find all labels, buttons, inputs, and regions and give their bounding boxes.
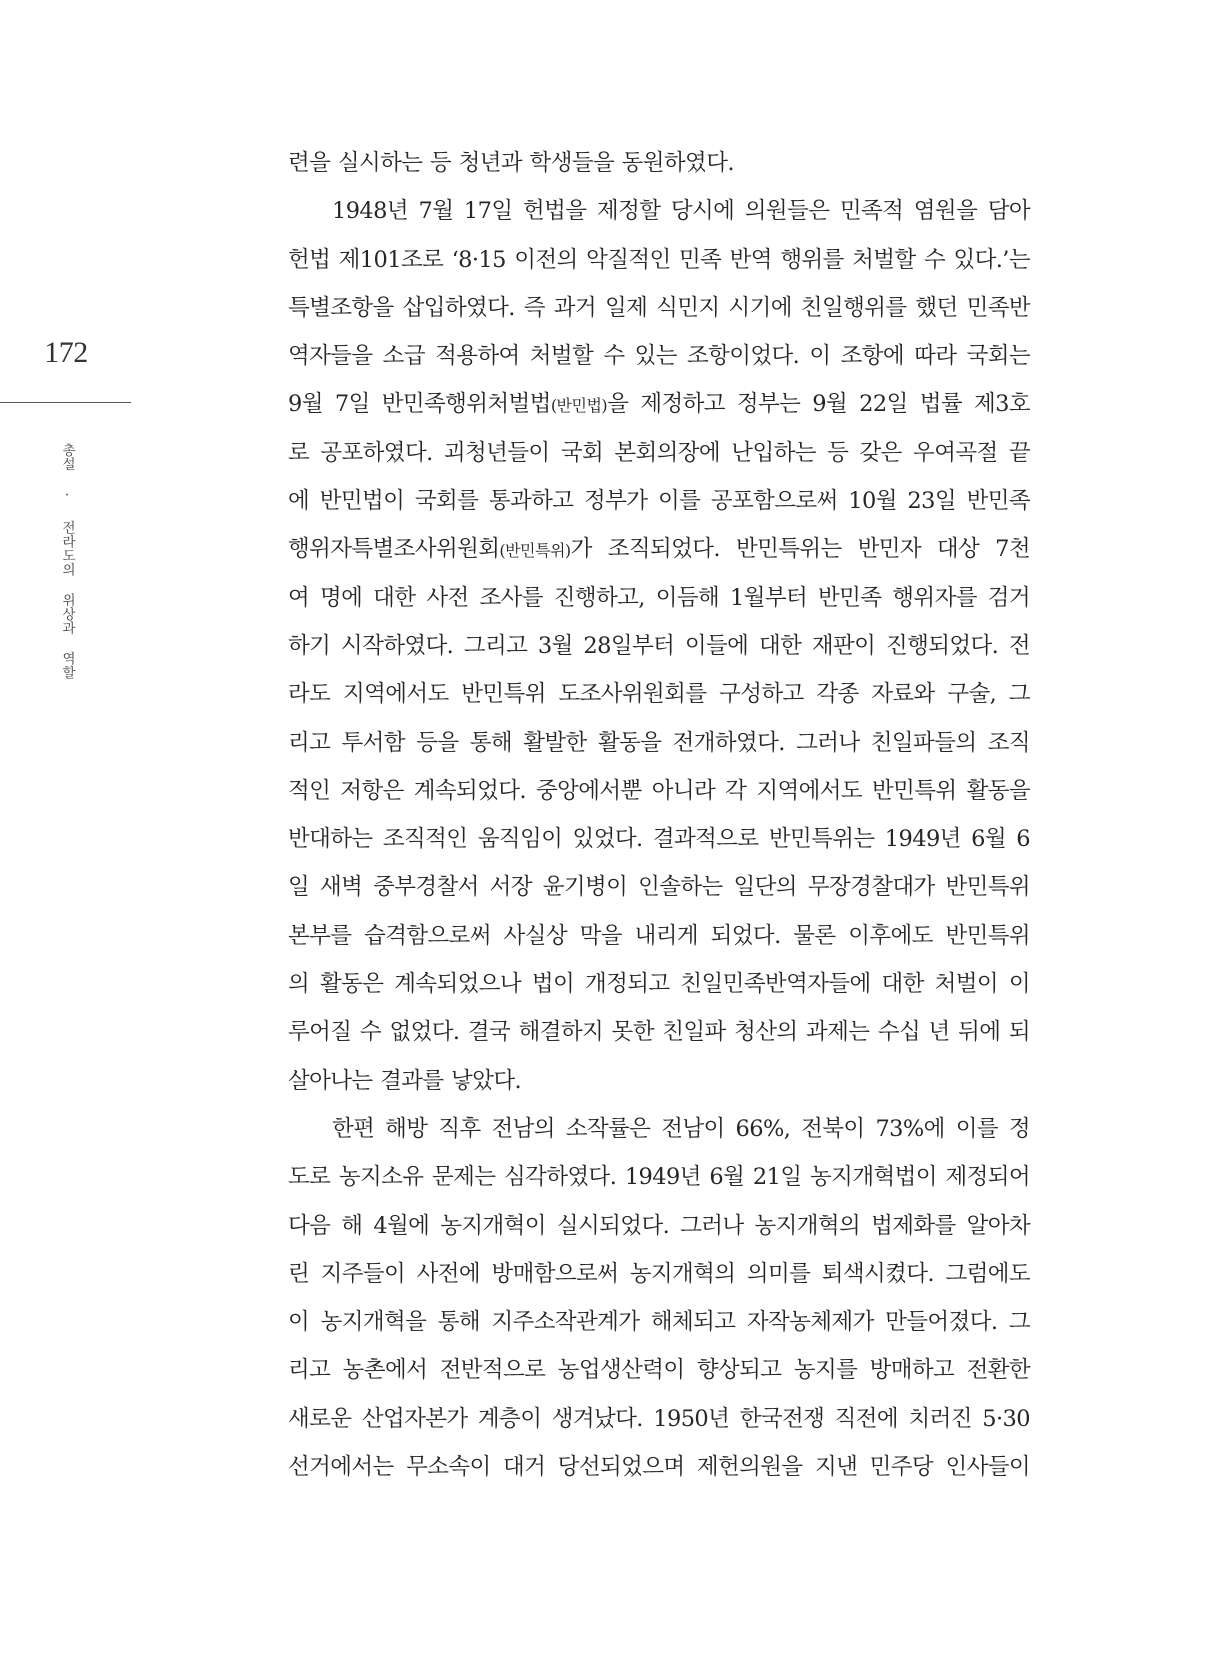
text-line: 1948년 7월 17일 헌법을 제정할 당시에 의원들은 민족적 염원을 담아 [332,198,1030,225]
text-line: 에 반민법이 국회를 통과하고 정부가 이를 공포함으로써 10월 23일 반민족 [288,488,1030,515]
text-line: 다음 해 4월에 농지개혁이 실시되었다. 그러나 농지개혁의 법제화를 알아차 [288,1212,1030,1239]
abbreviation-note: (반민특위) [499,541,571,561]
text-line: 역자들을 소급 적용하여 처벌할 수 있는 조항이었다. 이 조항에 따라 국회는 [288,343,1030,370]
text-line: 특별조항을 삽입하였다. 즉 과거 일제 식민지 시기에 친일행위를 했던 민족반 [288,294,1030,321]
abbreviation-note: (반민법) [550,396,608,416]
text-line: 선거에서는 무소속이 대거 당선되었으며 제헌의원을 지낸 민주당 인사들이 [288,1454,1030,1481]
body-text [288,139,1030,1491]
text-line [288,380,1030,428]
text-segment: 9월 7일 반민족행위처벌법 [288,391,551,418]
text-line: 여 명에 대한 사전 조사를 진행하고, 이듬해 1월부터 반민족 행위자를 검거 [288,584,1030,611]
text-line: 살아나는 결과를 낳았다. [288,1067,522,1094]
text-line: 본부를 습격함으로써 사실상 막을 내리게 되었다. 물론 이후에도 반민특위 [288,922,1030,949]
text-segment: 가 조직되었다. 반민특위는 반민자 대상 7천 [570,536,1030,563]
text-line: 도로 농지소유 문제는 심각하였다. 1949년 6월 21일 농지개혁법이 제정되어 [288,1164,1030,1191]
text-line: 일 새벽 중부경찰서 서장 윤기병이 인솔하는 일단의 무장경찰대가 반민특위 [288,874,1030,901]
text-line: 린 지주들이 사전에 방매함으로써 농지개혁의 의미를 퇴색시켰다. 그럼에도 [288,1260,1030,1287]
text-segment: 행위자특별조사위원회 [288,536,500,563]
text-line: 반대하는 조직적인 움직임이 있었다. 결과적으로 반민특위는 1949년 6월 6 [288,826,1030,853]
text-line: 로 공포하였다. 괴청년들이 국회 본회의장에 난입하는 등 갖은 우여곡절 끝 [288,439,1030,466]
text-line: 루어질 수 없었다. 결국 해결하지 못한 친일파 청산의 과제는 수십 년 뒤에 되 [288,1019,1030,1046]
text-line: 의 활동은 계속되었으나 법이 개정되고 친일민족반역자들에 대한 처벌이 이 [288,971,1030,998]
text-line: 헌법 제101조로 ‘8·15 이전의 악질적인 민족 반역 행위를 처벌할 수 있다.’는 [288,246,1030,273]
text-line: 적인 저항은 계속되었다. 중앙에서뿐 아니라 각 지역에서도 반민특위 활동을 [288,777,1030,804]
text-segment: 을 제정하고 정부는 9월 22일 법률 제3호 [607,391,1030,418]
text-line: 라도 지역에서도 반민특위 도조사위원회를 구성하고 각종 자료와 구술, 그 [288,681,1030,708]
margin-divider [0,402,131,403]
text-line: 이 농지개혁을 통해 지주소작관계가 해체되고 자작농체제가 만들어졌다. 그 [288,1309,1030,1336]
page-number: 172 [44,336,88,369]
text-line: 새로운 산업자본가 계층이 생겨났다. 1950년 한국전쟁 직전에 치러진 5·30 [288,1405,1030,1432]
text-line: 리고 농촌에서 전반적으로 농업생산력이 향상되고 농지를 방매하고 전환한 [288,1357,1030,1384]
text-line: 한편 해방 직후 전남의 소작률은 전남이 66%, 전북이 73%에 이를 정 [332,1115,1030,1142]
text-line [288,525,1030,573]
text-line: 리고 투서함 등을 통해 활발한 활동을 전개하였다. 그러나 친일파들의 조직 [288,729,1030,756]
running-head: 총설 · 전라도의 위상과 역할 [59,443,75,680]
text-line: 하기 시작하였다. 그리고 3월 28일부터 이들에 대한 재판이 진행되었다. 전 [288,632,1030,659]
text-line: 련을 실시하는 등 청년과 학생들을 동원하였다. [288,150,734,176]
